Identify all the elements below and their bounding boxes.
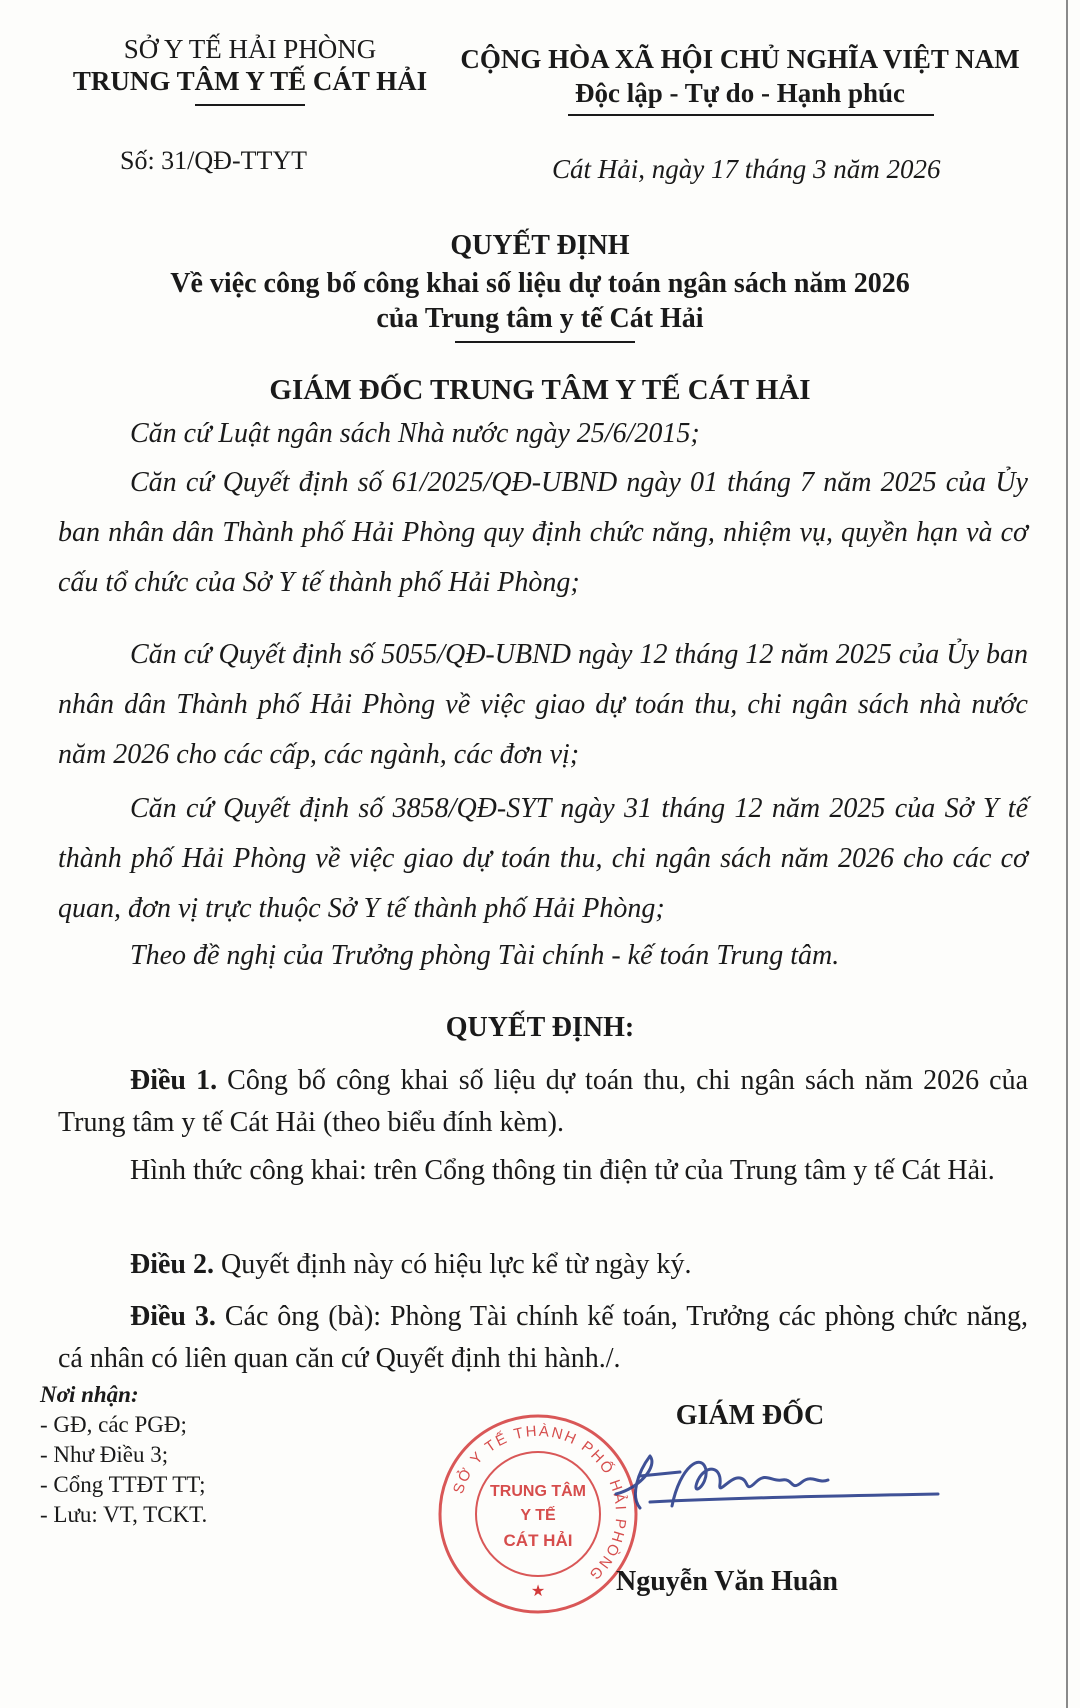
decision-subtitle-1: Về việc công bố công khai số liệu dự toán ngân sách năm 2026 bbox=[170, 268, 910, 299]
article-2-label: Điều 2. bbox=[130, 1249, 214, 1280]
article-2: Điều 2. Quyết định này có hiệu lực kể từ ngày ký. bbox=[130, 1249, 692, 1280]
recipient-item: - Lưu: VT, TCKT. bbox=[40, 1502, 208, 1527]
article-3: Điều 3. Các ông (bà): Phòng Tài chính kế toán, Trưởng các phòng chức năng, cá nhân có liên quan căn cứ Quyết định thi hành./. bbox=[58, 1301, 1029, 1374]
date-line: Cát Hải, ngày 17 tháng 3 năm 2026 bbox=[552, 154, 941, 184]
decision-subtitle-2: của Trung tâm y tế Cát Hải bbox=[376, 303, 704, 334]
article-1-label: Điều 1. bbox=[130, 1065, 218, 1096]
handwritten-signature bbox=[610, 1436, 940, 1526]
ground-decision-3858: Căn cứ Quyết định số 3858/QĐ-SYT ngày 31 tháng 12 năm 2025 của Sở Y tế thành phố Hải Phòng về việc giao dự toán thu, chi ngân sách năm 2026 cho các cơ quan, đơn vị trực thuộc Sở Y tế thành phố Hải Phòng; bbox=[58, 793, 1028, 924]
article-1: Điều 1. Công bố công khai số liệu dự toán thu, chi ngân sách năm 2026 của Trung tâm y tế Cát Hải (theo biểu đính kèm). bbox=[58, 1065, 1028, 1138]
unit-name: TRUNG TÂM Y TẾ CÁT HẢI bbox=[72, 66, 428, 96]
ground-decision-5055: Căn cứ Quyết định số 5055/QĐ-UBND ngày 12 tháng 12 năm 2025 của Ủy ban nhân dân Thành phố Hải Phòng về việc giao dự toán thu, chi ngân sách nhà nước năm 2026 cho các cấp, các ngành, các đơn vị; bbox=[58, 639, 1028, 770]
recipient-item: - GĐ, các PGĐ; bbox=[40, 1412, 187, 1437]
country-name: CỘNG HÒA XÃ HỘI CHỦ NGHĨA VIỆT NAM bbox=[460, 44, 1020, 74]
stamp-center-line-3: CÁT HẢI bbox=[503, 1531, 573, 1550]
article-3-label: Điều 3. bbox=[130, 1301, 216, 1332]
decision-heading: QUYẾT ĐỊNH: bbox=[445, 1012, 635, 1043]
signer-title: GIÁM ĐỐC bbox=[675, 1400, 825, 1431]
issuing-authority: GIÁM ĐỐC TRUNG TÂM Y TẾ CÁT HẢI bbox=[269, 374, 811, 406]
recipient-item: - Như Điều 3; bbox=[40, 1442, 169, 1467]
ground-proposal: Theo đề nghị của Trưởng phòng Tài chính - kế toán Trung tâm. bbox=[130, 940, 840, 971]
stamp-center-line-2: Y TẾ bbox=[520, 1507, 556, 1524]
stamp-center-line-1: TRUNG TÂM bbox=[490, 1483, 586, 1500]
unit-underline bbox=[195, 104, 305, 106]
signer-name: Nguyễn Văn Huân bbox=[616, 1566, 839, 1597]
ground-budget-law: Căn cứ Luật ngân sách Nhà nước ngày 25/6/2015; bbox=[130, 418, 700, 449]
recipient-item: - Cổng TTĐT TT; bbox=[40, 1472, 206, 1497]
svg-text:★: ★ bbox=[530, 1583, 546, 1600]
article-1-form: Hình thức công khai: trên Cổng thông tin điện tử của Trung tâm y tế Cát Hải. bbox=[130, 1155, 995, 1186]
recipients-heading: Nơi nhận: bbox=[40, 1382, 139, 1407]
national-motto: Độc lập - Tự do - Hạnh phúc bbox=[574, 78, 906, 108]
decision-title: QUYẾT ĐỊNH bbox=[450, 230, 630, 261]
stamp-ring-text: SỞ Y TẾ THÀNH PHỐ HẢI PHÒNG bbox=[449, 1422, 630, 1585]
agency-name: SỞ Y TẾ HẢI PHÒNG bbox=[123, 34, 377, 64]
doc-number: Số: 31/QĐ-TTYT bbox=[120, 146, 308, 175]
title-underline bbox=[455, 341, 635, 343]
scan-edge bbox=[1066, 0, 1068, 1708]
motto-underline bbox=[568, 114, 934, 116]
ground-decision-61: Căn cứ Quyết định số 61/2025/QĐ-UBND ngày 01 tháng 7 năm 2025 của Ủy ban nhân dân Thành phố Hải Phòng quy định chức năng, nhiệm vụ, quyền hạn và cơ cấu tổ chức của Sở Y tế thành phố Hải Phòng; bbox=[58, 467, 1028, 598]
